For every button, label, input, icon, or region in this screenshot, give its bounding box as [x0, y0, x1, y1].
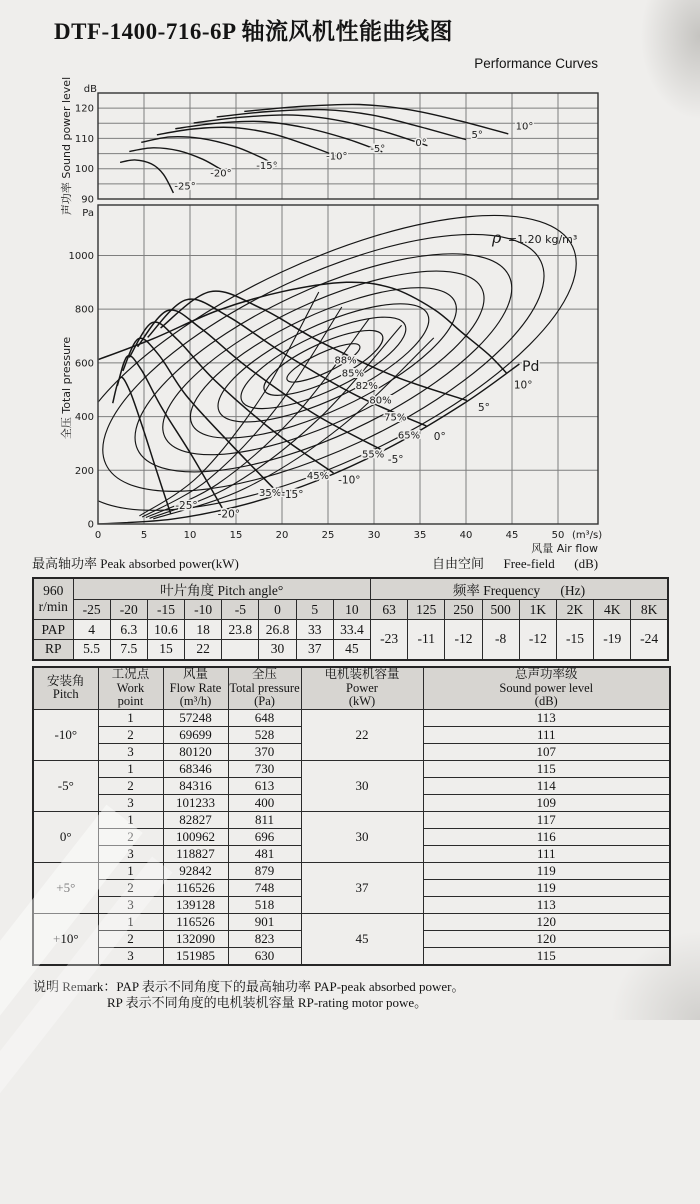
- pitch-curve-label: 10°: [513, 379, 533, 392]
- cell-line: 全压: [251, 667, 277, 681]
- cell-line: 电机装机容量: [324, 667, 400, 681]
- sound-power-cell: 109: [423, 794, 670, 811]
- performance-charts-canvas: [0, 0, 700, 560]
- pitch-col-header: -10: [185, 600, 222, 620]
- flow-rate-cell: 57248: [163, 709, 228, 726]
- cell-line: Work: [116, 680, 145, 695]
- flow-rate-cell: 100962: [163, 828, 228, 845]
- pitch-curve-label: -25°: [175, 500, 198, 513]
- y-axis-tick-label: 90: [81, 194, 94, 206]
- total-pressure-cell: 518: [228, 896, 301, 913]
- cell-line: Power: [346, 680, 378, 695]
- freq-value: -24: [631, 620, 668, 660]
- power-cell: 30: [301, 760, 423, 811]
- pitch-curve-label: -20°: [217, 508, 241, 521]
- efficiency-label: 35%: [259, 488, 282, 500]
- sound-chart-frame: [98, 93, 598, 199]
- flow-rate-cell: 101233: [163, 794, 228, 811]
- efficiency-label: 88%: [334, 355, 357, 367]
- flow-rate-cell: 116526: [163, 913, 228, 930]
- y-axis-title: 声功率 Sound power level: [60, 76, 73, 216]
- x-axis-tick-label: 35: [413, 530, 427, 541]
- sound-power-cell: 116: [423, 828, 670, 845]
- pitch-curve-label: 5°: [477, 402, 490, 415]
- total-pressure-cell: 613: [228, 777, 301, 794]
- peak-power-table: [32, 577, 669, 661]
- pd-curve-label: Pd: [522, 358, 540, 375]
- flow-rate-cell: 82827: [163, 811, 228, 828]
- spec-row: [33, 811, 670, 828]
- efficiency-label: 65%: [397, 430, 421, 442]
- work-point-cell: 1: [98, 709, 163, 726]
- freq-col-header: 63: [371, 600, 408, 620]
- table-row: [33, 667, 670, 709]
- efficiency-label: 80%: [369, 395, 392, 407]
- cell-line: Sound power level: [499, 680, 594, 695]
- efficiency-label: 55%: [362, 449, 385, 461]
- flow-rate-cell: 151985: [163, 947, 228, 965]
- free-field-label: 自由空间 Free-field (dB): [432, 556, 599, 571]
- cell-line: 风量: [182, 667, 208, 681]
- density-annotation: [491, 228, 577, 247]
- spec-column-header: [98, 667, 163, 709]
- cell-line: r/min: [38, 599, 68, 614]
- y-axis-tick-label: 0: [87, 519, 94, 531]
- sound-curve-label: 0°: [415, 138, 427, 149]
- work-point-cell: 2: [98, 879, 163, 896]
- pitch-curve-label: -10°: [338, 474, 361, 487]
- pitch-pressure-curve: [138, 310, 383, 450]
- x-axis-unit-label: (m³/s): [572, 530, 603, 541]
- total-pressure-cell: 823: [228, 930, 301, 947]
- cell-line: (kW): [348, 694, 376, 708]
- sound-curve-label: 5°: [471, 129, 483, 141]
- dynamic-pressure-curve: [98, 364, 519, 524]
- pitch-col-header: -5: [222, 600, 259, 620]
- x-axis-tick-label: 0: [94, 530, 102, 541]
- work-point-cell: 1: [98, 760, 163, 777]
- x-axis-tick-label: 10: [183, 530, 197, 541]
- sound-curve-label: -20°: [210, 168, 232, 180]
- total-pressure-cell: 696: [228, 828, 301, 845]
- cell-line: 工况点: [111, 667, 150, 681]
- freq-value: -12: [445, 620, 482, 660]
- rho-value: =1.20 kg/m³: [504, 233, 578, 246]
- total-pressure-cell: 481: [228, 845, 301, 862]
- rpm-cell: [33, 578, 73, 620]
- sound-power-cell: 113: [423, 709, 670, 726]
- power-cell: 37: [301, 862, 423, 913]
- subtitle-performance-curves: Performance Curves: [474, 56, 598, 71]
- sound-power-cell: 115: [423, 947, 670, 965]
- freq-col-header: 4K: [594, 600, 631, 620]
- power-cell: 30: [301, 811, 423, 862]
- pitch-angle-cell: -10°: [33, 709, 98, 760]
- power-cell: 45: [301, 913, 423, 965]
- pitch-angle-cell: +5°: [33, 862, 98, 913]
- rp-value: 7.5: [110, 640, 147, 660]
- flow-rate-cell: 118827: [163, 845, 228, 862]
- y-axis-tick-label: 110: [74, 133, 94, 145]
- y-axis-tick-label: 800: [74, 304, 94, 316]
- sound-power-cell: 114: [423, 777, 670, 794]
- pitch-col-header: 10: [333, 600, 370, 620]
- efficiency-label: 75%: [384, 412, 407, 424]
- remark-line-1: 说明 Remark：PAP 表示不同角度下的最高轴功率 PAP-peak absorbed power。: [33, 979, 465, 994]
- pap-value: 4: [73, 620, 110, 640]
- work-point-cell: 2: [98, 726, 163, 743]
- freq-value: -12: [519, 620, 556, 660]
- total-pressure-cell: 879: [228, 862, 301, 879]
- pap-value: 33: [296, 620, 333, 640]
- pitch-angle-cell: -5°: [33, 760, 98, 811]
- power-cell: 22: [301, 709, 423, 760]
- data-table: [32, 577, 669, 661]
- spec-column-header: [301, 667, 423, 709]
- cell-line: Flow Rate: [169, 680, 222, 695]
- pitch-angle-header: 叶片角度 Pitch angle°: [73, 578, 371, 600]
- cell-line: Pitch: [52, 687, 79, 702]
- freq-col-header: 1K: [519, 600, 556, 620]
- remark-line-2: RP 表示不同角度的电机装机容量 RP-rating motor powe。: [107, 995, 428, 1010]
- table-row: [33, 620, 668, 640]
- work-point-cell: 3: [98, 794, 163, 811]
- y-axis-tick-label: 100: [74, 164, 94, 176]
- pap-value: 23.8: [222, 620, 259, 640]
- rp-value: [222, 640, 259, 660]
- pap-value: 6.3: [110, 620, 147, 640]
- sound-chart-group: [59, 77, 598, 215]
- spec-row: [33, 862, 670, 879]
- pap-row-label: PAP: [33, 620, 73, 640]
- efficiency-label: 45%: [306, 470, 330, 482]
- element: [33, 667, 670, 965]
- work-point-cell: 3: [98, 896, 163, 913]
- freq-value: -23: [371, 620, 408, 660]
- pap-value: 33.4: [333, 620, 370, 640]
- freq-value: -15: [556, 620, 593, 660]
- cell-line: point: [117, 694, 144, 708]
- page-title: DTF-1400-716-6P 轴流风机性能曲线图: [54, 19, 454, 44]
- x-axis-tick-label: 5: [140, 530, 148, 541]
- y-axis-title: 全压 Total pressure: [60, 336, 73, 440]
- rp-value: 22: [185, 640, 222, 660]
- pitch-col-header: 5: [296, 600, 333, 620]
- y-axis-tick-label: 120: [74, 103, 94, 115]
- spec-column-header: [163, 667, 228, 709]
- frequency-header: 频率 Frequency (Hz): [371, 578, 669, 600]
- pitch-col-header: -25: [73, 600, 110, 620]
- work-point-cell: 2: [98, 777, 163, 794]
- pitch-angle-cell: 0°: [33, 811, 98, 862]
- spec-column-header: [228, 667, 301, 709]
- work-point-cell: 1: [98, 811, 163, 828]
- sound-curve: [129, 148, 221, 170]
- sound-curve-label: -15°: [256, 161, 278, 173]
- cell-line: (Pa): [254, 694, 275, 708]
- spec-column-header: [33, 667, 98, 709]
- efficiency-label: 85%: [341, 368, 365, 380]
- flow-rate-cell: 80120: [163, 743, 228, 760]
- work-point-cell: 2: [98, 828, 163, 845]
- freq-col-header: 8K: [631, 600, 668, 620]
- cell-line: Total pressure: [229, 680, 300, 695]
- x-axis-tick-label: 45: [505, 530, 519, 541]
- pitch-curve-label: -5°: [387, 453, 404, 466]
- x-axis-tick-label: 15: [229, 530, 243, 541]
- total-pressure-cell: 648: [228, 709, 301, 726]
- flow-rate-cell: 68346: [163, 760, 228, 777]
- rp-value: 37: [296, 640, 333, 660]
- spec-table: [32, 666, 669, 966]
- rp-value: 45: [333, 640, 370, 660]
- y-axis-tick-label: 600: [74, 358, 94, 370]
- peak-power-label: 最高轴功率 Peak absorbed power(kW): [32, 556, 239, 571]
- total-pressure-cell: 370: [228, 743, 301, 760]
- pitch-angle-cell: +10°: [33, 913, 98, 965]
- flow-rate-cell: 69699: [163, 726, 228, 743]
- table-row: [33, 600, 668, 620]
- sound-power-cell: 111: [423, 726, 670, 743]
- cell-line: 总声功率级: [514, 667, 578, 681]
- pitch-pressure-curve: [98, 282, 507, 373]
- x-axis-tick-label: 30: [367, 530, 381, 541]
- sound-power-cell: 117: [423, 811, 670, 828]
- data-table: [32, 666, 671, 966]
- pitch-curve-label: 0°: [433, 431, 446, 444]
- x-axis-tick-label: 40: [459, 530, 473, 541]
- sound-power-cell: 107: [423, 743, 670, 760]
- sound-power-cell: 119: [423, 862, 670, 879]
- x-axis-tick-label: 20: [275, 530, 289, 541]
- sound-curve-label: -5°: [370, 143, 386, 155]
- sound-curve-label: -25°: [174, 181, 196, 193]
- freq-value: -11: [408, 620, 445, 660]
- pap-value: 26.8: [259, 620, 296, 640]
- flow-rate-cell: 139128: [163, 896, 228, 913]
- flow-rate-cell: 92842: [163, 862, 228, 879]
- pressure-chart-group: [32, 156, 615, 560]
- total-pressure-cell: 748: [228, 879, 301, 896]
- total-pressure-cell: 730: [228, 760, 301, 777]
- pitch-col-header: -20: [110, 600, 147, 620]
- pitch-col-header: 0: [259, 600, 296, 620]
- sound-power-cell: 119: [423, 879, 670, 896]
- flow-rate-cell: 116526: [163, 879, 228, 896]
- pitch-curve-label: -15°: [281, 488, 304, 501]
- sound-curve: [175, 121, 382, 151]
- x-axis-tick-label: 25: [321, 530, 335, 541]
- spec-row: [33, 913, 670, 930]
- work-point-cell: 1: [98, 862, 163, 879]
- work-point-cell: 3: [98, 947, 163, 965]
- cell-line: (m³/h): [179, 694, 212, 708]
- flow-rate-cell: 84316: [163, 777, 228, 794]
- freq-col-header: 2K: [556, 600, 593, 620]
- cell-line: (dB): [534, 694, 558, 708]
- freq-value: -8: [482, 620, 519, 660]
- rp-value: 5.5: [73, 640, 110, 660]
- cell-line: 960: [43, 583, 64, 598]
- sound-power-cell: 113: [423, 896, 670, 913]
- total-pressure-cell: 400: [228, 794, 301, 811]
- work-point-cell: 1: [98, 913, 163, 930]
- rp-value: 15: [147, 640, 184, 660]
- rp-value: 30: [259, 640, 296, 660]
- y-axis-tick-label: 400: [74, 412, 94, 424]
- element: [33, 578, 668, 660]
- table-row: [33, 578, 668, 600]
- sound-curve-label: 10°: [515, 121, 534, 133]
- x-axis-tick-label: 50: [551, 530, 565, 541]
- spec-column-header: [423, 667, 670, 709]
- y-axis-unit-label: Pa: [82, 208, 94, 219]
- sound-power-cell: 115: [423, 760, 670, 777]
- y-axis-tick-label: 1000: [68, 250, 94, 262]
- sound-power-cell: 111: [423, 845, 670, 862]
- spec-row: [33, 709, 670, 726]
- sound-curve-label: -10°: [326, 151, 348, 163]
- total-pressure-cell: 630: [228, 947, 301, 965]
- freq-col-header: 500: [482, 600, 519, 620]
- total-pressure-cell: 528: [228, 726, 301, 743]
- y-axis-tick-label: 200: [74, 465, 94, 477]
- spec-row: [33, 760, 670, 777]
- freq-col-header: 250: [445, 600, 482, 620]
- efficiency-label: 82%: [355, 381, 378, 393]
- x-axis-title: 风量 Air flow: [531, 542, 598, 555]
- rho-symbol: ρ: [492, 228, 502, 247]
- y-axis-unit-label: dB: [83, 84, 97, 95]
- pap-value: 10.6: [147, 620, 184, 640]
- freq-col-header: 125: [408, 600, 445, 620]
- freq-value: -19: [594, 620, 631, 660]
- flow-rate-cell: 132090: [163, 930, 228, 947]
- work-point-cell: 2: [98, 930, 163, 947]
- rp-row-label: RP: [33, 640, 73, 660]
- pitch-col-header: -15: [147, 600, 184, 620]
- sound-power-cell: 120: [423, 913, 670, 930]
- pitch-pressure-curve: [113, 377, 171, 514]
- sound-power-cell: 120: [423, 930, 670, 947]
- pap-value: 18: [185, 620, 222, 640]
- work-point-cell: 3: [98, 743, 163, 760]
- sound-curve: [120, 160, 173, 193]
- total-pressure-cell: 811: [228, 811, 301, 828]
- total-pressure-cell: 901: [228, 913, 301, 930]
- cell-line: 安装角: [46, 673, 85, 688]
- work-point-cell: 3: [98, 845, 163, 862]
